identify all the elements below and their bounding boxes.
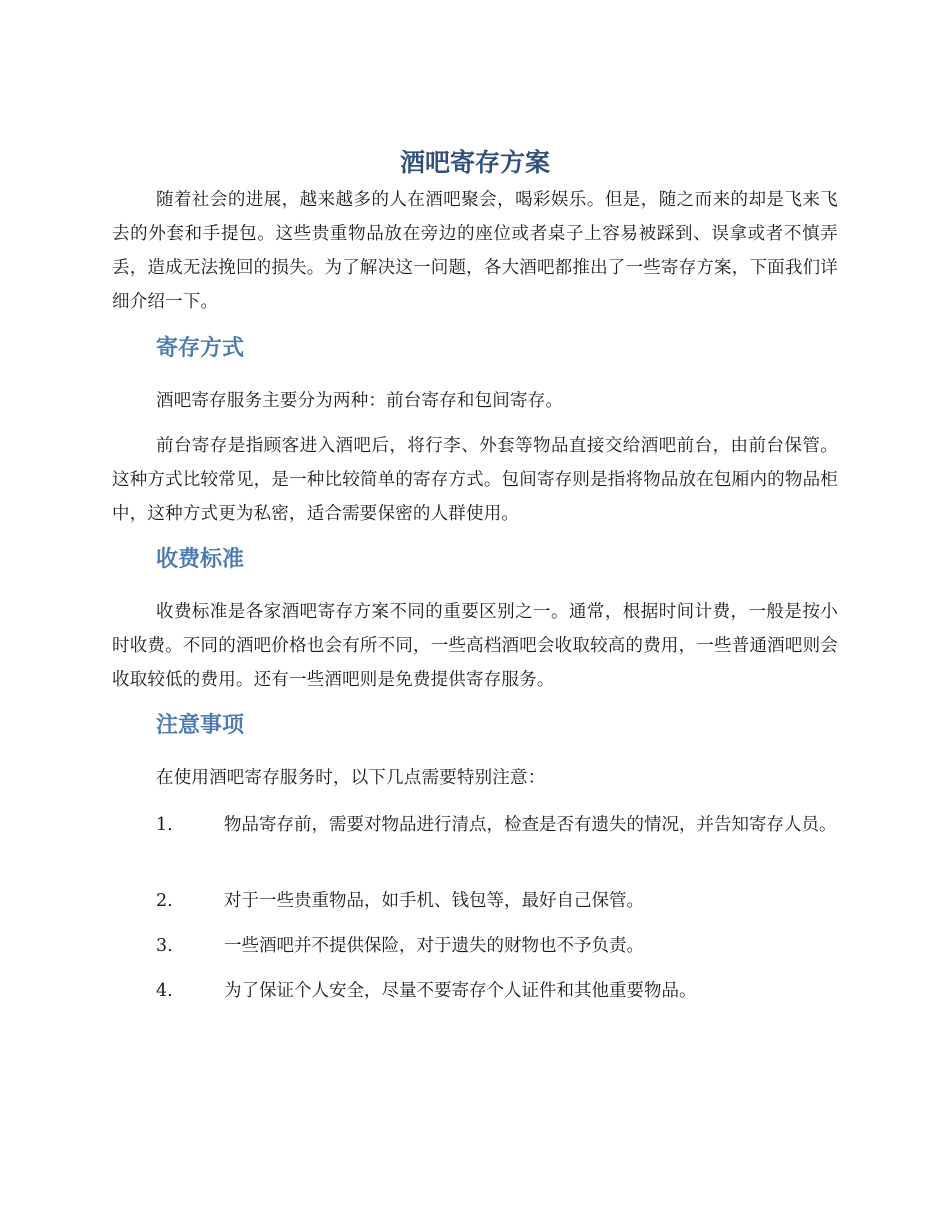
list-item-number: 3. (156, 936, 173, 956)
list-item (112, 929, 838, 963)
list-item (112, 974, 838, 1008)
list-item-text: 一些酒吧并不提供保险，对于遗失的财物也不予负责。 (224, 936, 644, 956)
list-item-text: 为了保证个人安全，尽量不要寄存个人证件和其他重要物品。 (224, 981, 697, 1001)
section-heading-notes: 注意事项 (156, 713, 245, 738)
list-item (112, 808, 838, 842)
notes-intro-paragraph: 在使用酒吧寄存服务时，以下几点需要特别注意： (156, 768, 546, 788)
list-item-text: 对于一些贵重物品，如手机、钱包等，最好自己保管。 (224, 891, 644, 911)
storage-methods-paragraph-1: 酒吧寄存服务主要分为两种：前台寄存和包间寄存。 (156, 391, 564, 411)
section-heading-fee-standard: 收费标准 (156, 547, 245, 572)
section-heading-storage-methods: 寄存方式 (156, 336, 245, 361)
list-item-number: 4. (156, 981, 173, 1001)
storage-methods-paragraph-2: 前台寄存是指顾客进入酒吧后，将行李、外套等物品直接交给酒吧前台，由前台保管。这种方式比较常见，是一种比较简单的寄存方式。包间寄存则是指将物品放在包厢内的物品柜中，这种方式更为私密，适合需要保密的人群使用。 (112, 436, 838, 524)
list-item (112, 884, 838, 918)
list-item-number: 1. (156, 815, 173, 835)
document-title: 酒吧寄存方案 (399, 148, 550, 177)
fee-standard-paragraph: 收费标准是各家酒吧寄存方案不同的重要区别之一。通常，根据时间计费，一般是按小时收费。不同的酒吧价格也会有所不同，一些高档酒吧会收取较高的费用，一些普通酒吧则会收取较低的费用。还有一些酒吧则是免费提供寄存服务。 (112, 602, 838, 690)
list-item-text: 物品寄存前，需要对物品进行清点，检查是否有遗失的情况，并告知寄存人员。 (224, 815, 837, 835)
list-item-number: 2. (156, 891, 173, 911)
intro-paragraph: 随着社会的进展，越来越多的人在酒吧聚会，喝彩娱乐。但是，随之而来的却是飞来飞去的外套和手提包。这些贵重物品放在旁边的座位或者桌子上容易被踩到、误拿或者不慎弄丢，造成无法挽回的损失。为了解决这一问题，各大酒吧都推出了一些寄存方案，下面我们详细介绍一下。 (112, 190, 838, 312)
